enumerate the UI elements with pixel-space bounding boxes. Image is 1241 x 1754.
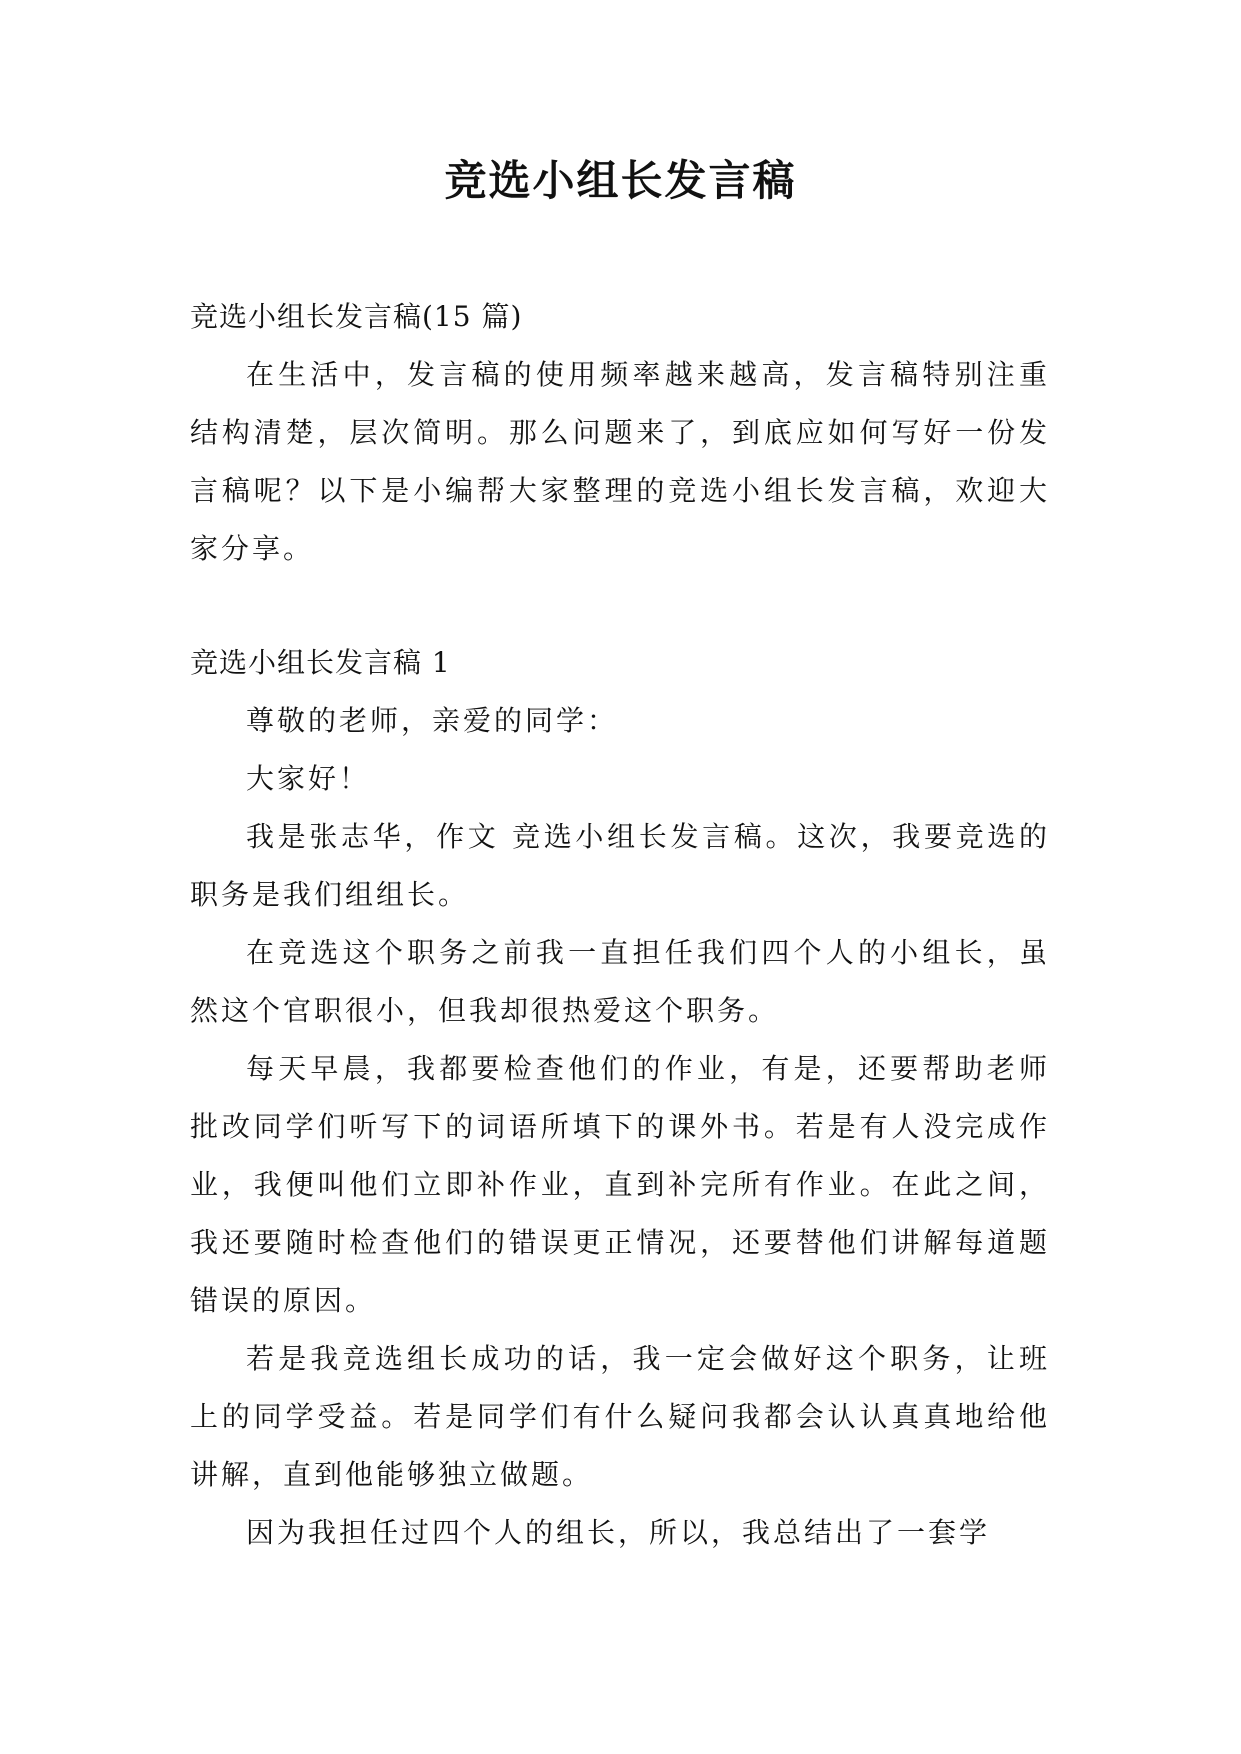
body-paragraph: 每天早晨，我都要检查他们的作业，有是，还要帮助老师批改同学们听写下的词语所填下的课外书。若是有人没完成作业，我便叫他们立即补作业，直到补完所有作业。在此之间，我还要随时检查他们的错误更正情况，还要替他们讲解每道题错误的原因。 xyxy=(190,1052,1050,1317)
greeting-paragraph: 大家好！ xyxy=(246,762,371,795)
intro-paragraph: 在生活中，发言稿的使用频率越来越高，发言稿特别注重结构清楚，层次简明。那么问题来了，到底应如何写好一份发言稿呢？以下是小编帮大家整理的竞选小组长发言稿，欢迎大家分享。 xyxy=(190,358,1050,565)
body-paragraph: 在竞选这个职务之前我一直担任我们四个人的小组长，虽然这个官职很小，但我却很热爱这个职务。 xyxy=(190,936,1050,1027)
body-paragraph: 因为我担任过四个人的组长，所以，我总结出了一套学 xyxy=(246,1516,991,1549)
document-title: 竞选小组长发言稿 xyxy=(444,156,797,205)
document-subtitle: 竞选小组长发言稿(15 篇) xyxy=(190,300,523,333)
document-body xyxy=(190,288,1050,1562)
body-paragraph: 若是我竞选组长成功的话，我一定会做好这个职务，让班上的同学受益。若是同学们有什么疑问我都会认认真真地给他讲解，直到他能够独立做题。 xyxy=(190,1342,1050,1491)
body-paragraph: 我是张志华，作文 竞选小组长发言稿。这次，我要竞选的职务是我们组组长。 xyxy=(190,820,1050,911)
section-spacer xyxy=(190,578,1050,634)
section-heading: 竞选小组长发言稿 1 xyxy=(190,646,451,679)
salutation-paragraph: 尊敬的老师，亲爱的同学： xyxy=(246,704,619,737)
